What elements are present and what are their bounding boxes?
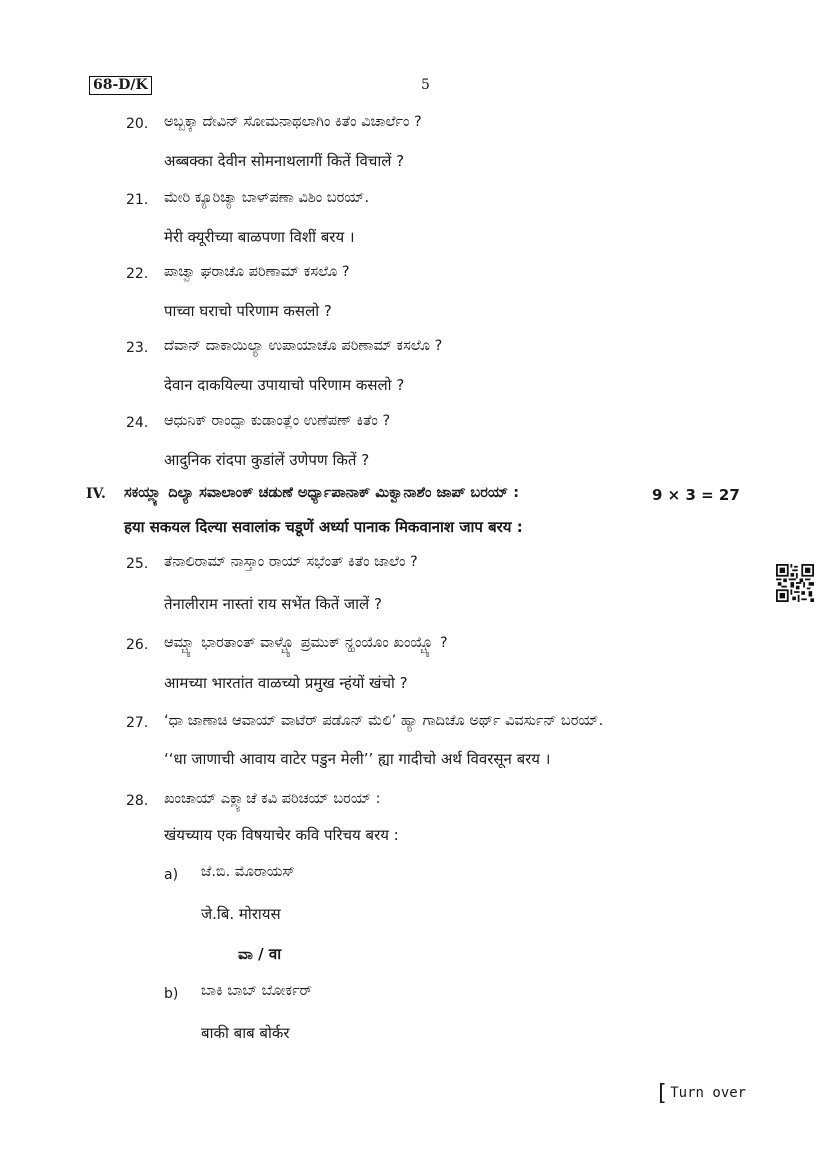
question-text-devanagari: मेरी क्यूरीच्या बाळपणा विशीं बरय । bbox=[164, 228, 355, 246]
option-text-kannada: ಜೆ.ಬಿ. ಮೊರಾಯಸ್ bbox=[201, 864, 295, 880]
section-marks: 9 × 3 = 27 bbox=[652, 486, 740, 504]
question-number: 24. bbox=[126, 415, 149, 431]
question-number: 21. bbox=[126, 192, 149, 208]
paper-code: 68-D/K bbox=[89, 76, 152, 95]
question-text-kannada: ತೆನಾಲಿರಾಮ್ ನಾಸ್ತಾಂ ರಾಯ್ ಸಭೆಂತ್ ಕಿತೆಂ ಜಾಲೆಂ ? bbox=[164, 554, 418, 570]
question-number: 26. bbox=[126, 637, 149, 653]
question-number: 25. bbox=[126, 556, 149, 572]
question-text-devanagari: तेनालीराम नास्तां राय सभेंत कितें जालें ? bbox=[164, 595, 382, 613]
question-text-devanagari: खंयच्याय एक विषयाचेर कवि परिचय बरय : bbox=[164, 826, 399, 844]
question-text-devanagari: ‘‘धा जाणाची आवाय वाटेर पडुन मेली’’ ह्या गादीचो अर्थ विवरसून बरय । bbox=[164, 750, 551, 768]
qr-code-icon bbox=[776, 564, 814, 602]
question-text-kannada: ‘ಧಾ ಜಾಣಾಚಿ ಆವಾಯ್ ವಾಟೆರ್ ಪಡೊನ್ ಮೆಲಿ’ ಹ್ಯಾ ಗಾದಿಚೊ ಅರ್ಥ್ ವಿವರ್ಸುನ್ ಬರಯ್. bbox=[164, 713, 604, 729]
question-number: 27. bbox=[126, 715, 149, 731]
question-number: 23. bbox=[126, 340, 149, 356]
question-text-kannada: ಆಧುನಿಕ್ ರಾಂದ್ಪಾ ಕುಡಾಂತ್ಲೆಂ ಉಣೆಪಣ್ ಕಿತೆಂ ? bbox=[164, 413, 391, 429]
question-text-devanagari: पाच्वा घराचो परिणाम कसलो ? bbox=[164, 302, 332, 320]
turn-over-note bbox=[655, 1078, 747, 1106]
question-text-kannada: ಖಂಚಾಯ್ ಎಕ್ಲ್ಯಾಚೆ ಕವಿ ಪರಿಚಯ್ ಬರಯ್ : bbox=[164, 791, 381, 807]
question-number: 28. bbox=[126, 793, 149, 809]
or-separator: ವಾ / वा bbox=[238, 945, 282, 963]
page-number: 5 bbox=[421, 77, 430, 93]
option-text-devanagari: बाकी बाब बोर्कर bbox=[201, 1024, 290, 1042]
question-number: 22. bbox=[126, 266, 149, 282]
bracket-glyph: [ bbox=[655, 1081, 669, 1106]
question-text-kannada: ದೆವಾನ್ ದಾಕಾಯಿಲ್ಯಾ ಉಪಾಯಾಚೊ ಪರಿಣಾಮ್ ಕಸಲೊ ? bbox=[164, 338, 443, 354]
question-number: 20. bbox=[126, 116, 149, 132]
question-text-devanagari: आदुनिक रांदपा कुडांलें उणेपण कितें ? bbox=[164, 451, 370, 469]
option-label: b) bbox=[164, 986, 179, 1002]
turn-over-label: Turn over bbox=[670, 1085, 747, 1101]
section-number: IV. bbox=[86, 486, 106, 502]
question-text-devanagari: आमच्या भारतांत वाळच्यो प्रमुख न्हंयों खंचो ? bbox=[164, 674, 408, 692]
question-text-kannada: ಅಬ್ಬಕ್ಕಾ ದೇವಿನ್ ಸೋಮನಾಥಲಾಗಿಂ ಕಿತೆಂ ವಿಚಾರ್ಲೆಂ ? bbox=[164, 114, 422, 130]
section-heading-kannada: ಸಕಯ್ಲ್ಯಾ ದಿಲ್ಯಾ ಸವಾಲಾಂಕ್ ಚಡುಣೆ ಅರ್ಧ್ಯಾಪಾನಾಕ್ ಮಿಕ್ವಾನಾಶೆಂ ಜಾಪ್ ಬರಯ್ : bbox=[124, 485, 519, 501]
option-text-kannada: ಬಾಕಿ ಬಾಬ್ ಬೋರ್ಕರ್ bbox=[201, 983, 312, 999]
question-text-kannada: ಪಾಚ್ವಾ ಘರಾಚೊ ಪರಿಣಾಮ್ ಕಸಲೊ ? bbox=[164, 264, 350, 280]
question-text-kannada: ಆಮ್ಚ್ಯಾ ಭಾರತಾಂತ್ ವಾಳ್ಚ್ಯೊ ಪ್ರಮುಕ್ ನ್ಹಂಯೊಂ ಖಂಯ್ಚ್ಯೊ ? bbox=[164, 635, 448, 651]
question-text-devanagari: अब्बक्का देवीन सोमनाथलागीं कितें विचालें ? bbox=[164, 152, 405, 170]
question-text-kannada: ಮೇರಿ ಕ್ಯೂರಿಚ್ಯಾ ಬಾಳ್‌ಪಣಾ ವಿಶಿಂ ಬರಯ್. bbox=[164, 190, 370, 206]
question-text-devanagari: देवान दाकयिल्या उपायाचो परिणाम कसलो ? bbox=[164, 376, 405, 394]
option-label: a) bbox=[164, 867, 179, 883]
section-heading-devanagari: हया सकयल दिल्या सवालांक चडूणें अर्ध्या पानाक मिकवानाश जाप बरय : bbox=[124, 518, 523, 536]
option-text-devanagari: जे.बि. मोरायस bbox=[201, 905, 281, 923]
